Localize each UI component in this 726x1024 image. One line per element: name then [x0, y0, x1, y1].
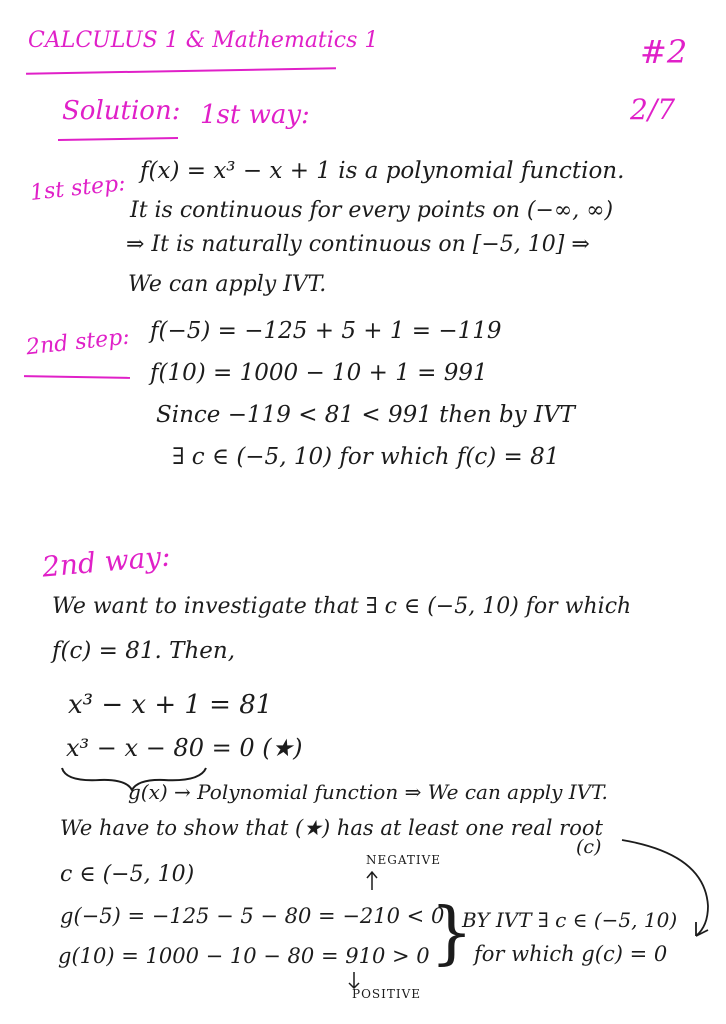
step2-line3: Since −119 < 81 < 991 then by IVT: [156, 402, 576, 428]
positive-note: POSITIVE: [352, 987, 422, 1001]
second-way-line2: f(c) = 81. Then,: [52, 638, 236, 664]
step1-line2: It is continuous for every points on (−∞, ∞): [130, 198, 614, 223]
step2-underline: [24, 375, 130, 379]
step1-label: 1st step:: [28, 171, 127, 206]
first-way-label: 1st way:: [200, 100, 310, 130]
step2-line4: ∃ c ∈ (−5, 10) for which f(c) = 81: [172, 444, 560, 470]
course-title: CALCULUS 1 & Mathematics 1: [28, 28, 379, 53]
step2-line2: f(10) = 1000 − 10 + 1 = 991: [150, 360, 488, 386]
right-brace-icon: }: [430, 894, 474, 973]
step1-line4: We can apply IVT.: [128, 272, 327, 297]
g-10-line: g(10) = 1000 − 10 − 80 = 910 > 0: [58, 944, 430, 968]
title-underline: [26, 67, 336, 74]
ivt-conclusion-2: for which g(c) = 0: [474, 942, 668, 966]
page-fraction: 2/7: [630, 93, 676, 126]
second-way-label: 2nd way:: [40, 539, 172, 584]
root-c: (c): [576, 836, 602, 858]
g-minus5-line: g(−5) = −125 − 5 − 80 = −210 < 0: [60, 904, 445, 928]
show-line: We have to show that (★) has at least one real root: [60, 816, 603, 840]
solution-underline: [58, 137, 178, 141]
solution-label: Solution:: [62, 96, 181, 126]
step2-label: 2nd step:: [24, 324, 131, 361]
equation-1: x³ − x + 1 = 81: [68, 690, 273, 720]
g-function-line: g(x) → Polynomial function ⇒ We can apply IVT.: [128, 780, 608, 804]
problem-number: #2: [640, 33, 688, 71]
second-way-line1: We want to investigate that ∃ c ∈ (−5, 10) for which: [52, 594, 632, 619]
step1-line1: f(x) = x³ − x + 1 is a polynomial function.: [140, 158, 625, 184]
interval-line: c ∈ (−5, 10): [60, 862, 195, 887]
up-arrow-icon: [366, 870, 378, 892]
negative-note: NEGATIVE: [366, 853, 442, 867]
equation-2: x³ − x − 80 = 0 (★): [66, 734, 303, 762]
ivt-conclusion-1: BY IVT ∃ c ∈ (−5, 10): [462, 908, 678, 932]
step1-line3: ⇒ It is naturally continuous on [−5, 10] ⇒: [126, 232, 590, 257]
step2-line1: f(−5) = −125 + 5 + 1 = −119: [150, 318, 502, 344]
